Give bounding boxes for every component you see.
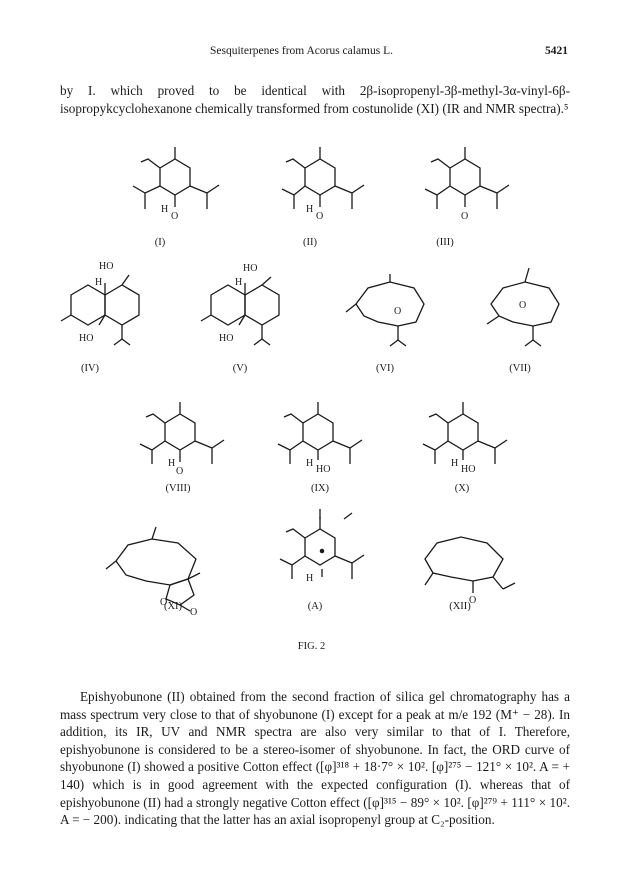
atom-label-o: O <box>461 211 469 222</box>
figure-caption: FIG. 2 <box>297 641 326 652</box>
label-VI: (VI) <box>375 363 395 374</box>
atom-label-o: O <box>190 607 198 618</box>
atom-label-ho: HO <box>99 261 114 272</box>
structure-III <box>425 147 509 222</box>
atom-label-o: O <box>176 466 184 477</box>
structure-VIII <box>140 402 224 477</box>
label-XII: (XII) <box>449 601 471 612</box>
atom-label-o: O <box>394 306 402 317</box>
atom-label-h: H <box>95 277 103 288</box>
atom-label-ho: HO <box>79 333 94 344</box>
label-A: (A) <box>307 601 323 612</box>
body-paragraph: Epishyobunone (II) obtained from the second fraction of silica gel chromatography has a mass spectrum very close to that of shyobunone (I) except for a peak at m/e 192 (M⁺ − 28). In addition, its IR, UV and NMR spectra are also very similar to that of I. Therefore, epishyobunone is considered to be a stereo-isomer of shyobunone. In fact, the ORD curve of shyobunone (I) showed a positive Cotton effect ([φ]³¹⁸ + 18·7° × 10². [φ]²⁷⁵ − 121° × 10². A = + 140) which is in good agreement with the expected configuration (I). whereas that of epishyobunone (II) had a strongly negative Cotton effect ([φ]³¹⁵ − 89° × 10². [φ]²⁷⁹ + 111° × 10². A = − 200). indicating that the latter has an axial isopropenyl group at C₂-position. <box>60 689 570 828</box>
structure-XII <box>425 537 515 606</box>
structure-II <box>282 147 364 222</box>
atom-label-h: H <box>306 573 314 584</box>
atom-label-ho: HO <box>461 464 476 475</box>
running-title: Sesquiterpenes from Acorus calamus L. <box>210 45 393 57</box>
atom-label-h: H <box>168 458 176 469</box>
intro-paragraph: by I. which proved to be identical with 2β-isopropenyl-3β-methyl-3α-vinyl-6β-isopropykcyclohexanone chemically transformed from costunolide (XI) (IR and NMR spectra).⁵ <box>60 83 570 116</box>
atom-label-o: O <box>171 211 179 222</box>
structure-V <box>201 263 279 345</box>
label-III: (III) <box>436 237 454 248</box>
label-IV: (IV) <box>80 363 100 374</box>
label-I: (I) <box>154 237 166 248</box>
label-V: (V) <box>232 363 248 374</box>
label-VIII: (VIII) <box>165 483 191 494</box>
structure-VII <box>487 268 559 346</box>
label-X: (X) <box>454 483 470 494</box>
atom-label-h: H <box>235 277 243 288</box>
structure-IV <box>61 261 139 345</box>
atom-label-h: H <box>306 204 314 215</box>
structure-VI <box>346 274 424 346</box>
label-II: (II) <box>303 237 317 248</box>
atom-label-ho: HO <box>219 333 234 344</box>
atom-label-h: H <box>161 204 169 215</box>
atom-label-ho: HO <box>243 263 258 274</box>
structure-IX <box>278 402 362 475</box>
label-IX: (IX) <box>310 483 330 494</box>
structure-I <box>133 147 219 222</box>
label-VII: (VII) <box>509 363 531 374</box>
atom-label-o: O <box>160 597 168 608</box>
label-XI: (XI) <box>163 601 183 612</box>
atom-label-h: H <box>451 458 459 469</box>
atom-label-o: O <box>469 595 477 606</box>
page-number: 5421 <box>545 45 568 57</box>
atom-label-o: O <box>519 300 527 311</box>
structure-A <box>280 509 364 584</box>
atom-label-o: O <box>316 211 324 222</box>
atom-label-ho: HO <box>316 464 331 475</box>
atom-label-h: H <box>306 458 314 469</box>
structure-X <box>423 402 507 475</box>
